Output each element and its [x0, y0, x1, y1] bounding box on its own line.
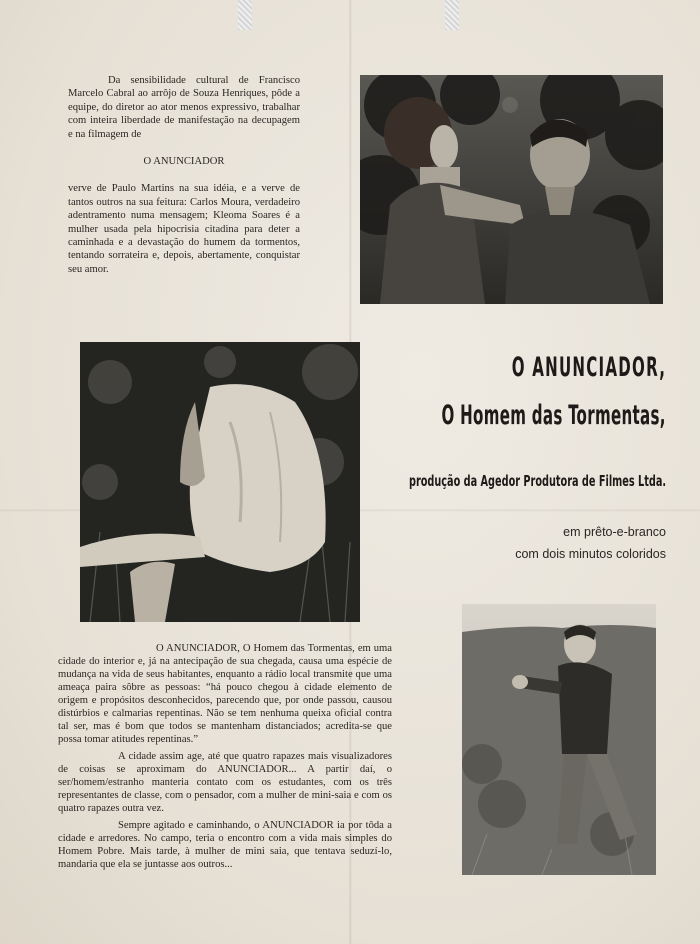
photo-man-image — [462, 604, 656, 875]
format-note-line2: com dois minutos coloridos — [515, 547, 666, 561]
film-title: O ANUNCIADOR, — [511, 352, 666, 383]
producer-credit: produção da Agedor Produtora de Filmes Ltda. — [408, 472, 666, 490]
synopsis-paragraph-3: Sempre agitado e caminhando, o ANUNCIADOR ia por tôda a cidade e arredores. No campo, teria o encontro com a vida mais simples do Homem Pobre. Mais tarde, à mulher de mini saia, que tentava seduzí-lo, mandaria que ela se juntasse aos outros... — [58, 820, 392, 870]
photo-man-in-field — [462, 604, 656, 875]
staple-mark — [238, 0, 252, 30]
format-note-line1: em prêto-e-branco — [563, 525, 666, 539]
credits-paragraph — [68, 74, 300, 276]
photo-couple-image — [360, 75, 663, 304]
photo-woman-image — [80, 342, 360, 622]
synopsis — [58, 642, 392, 871]
photo-woman-in-grass — [80, 342, 360, 622]
credits-body: verve de Paulo Martins na sua idéia, e a verve de tantos outros na sua feitura: Carlos Moura, verdadeiro adentramento numa mensagem; Kleoma Soares é a mulher usada pela hipocrisia citadina para deter a caminhada e a devastação do humem da tormentos, tentando sorrateira e, depois, abertamente, conquistar seu amor. — [68, 183, 300, 275]
film-subtitle: O Homem das Tormentas, — [441, 400, 666, 431]
staple-mark — [445, 0, 459, 30]
credits-intro: Da sensibilidade cultural de Francisco Marcelo Cabral ao arrôjo de Souza Henriques, pôde a equipe, do diretor ao ator menos expressivo, trabalhar com inteira liberdade de manifestação na decupagem e na filmagem de — [68, 75, 300, 140]
film-title-inline: O ANUNCIADOR — [143, 156, 225, 168]
photo-couple — [360, 75, 663, 304]
synopsis-paragraph-2: A cidade assim age, até que quatro rapazes mais visualizadores de coisas se aproximam do ANUNCIADOR... A partir daí, o ser/homem/estranho manteria contato com os estudantes, com os três representantes de classe, com o pensador, com a mulher de mini-saia e com os quatro rapazes outra vez. — [58, 751, 392, 814]
synopsis-paragraph-1: O ANUNCIADOR, O Homem das Tormentas, em uma cidade do interior e, já na antecipação de sua chegada, causa uma espécie de mudança na vida de seus habitantes, enquanto a rádio local transmite que uma ameaça paira sôbre as pessoas: “há pouco chegou à cidade elemento de origem e propósitos desconhecidos, parecendo que, por onde passou, causou distúrbios e calmarias repentinas. Não se tem nenhuma queixa oficial contra tal ser, mas é bom que todos se mantenham distanciados; acredita-se que possa tomar atitudes repentinas.” — [58, 643, 392, 745]
